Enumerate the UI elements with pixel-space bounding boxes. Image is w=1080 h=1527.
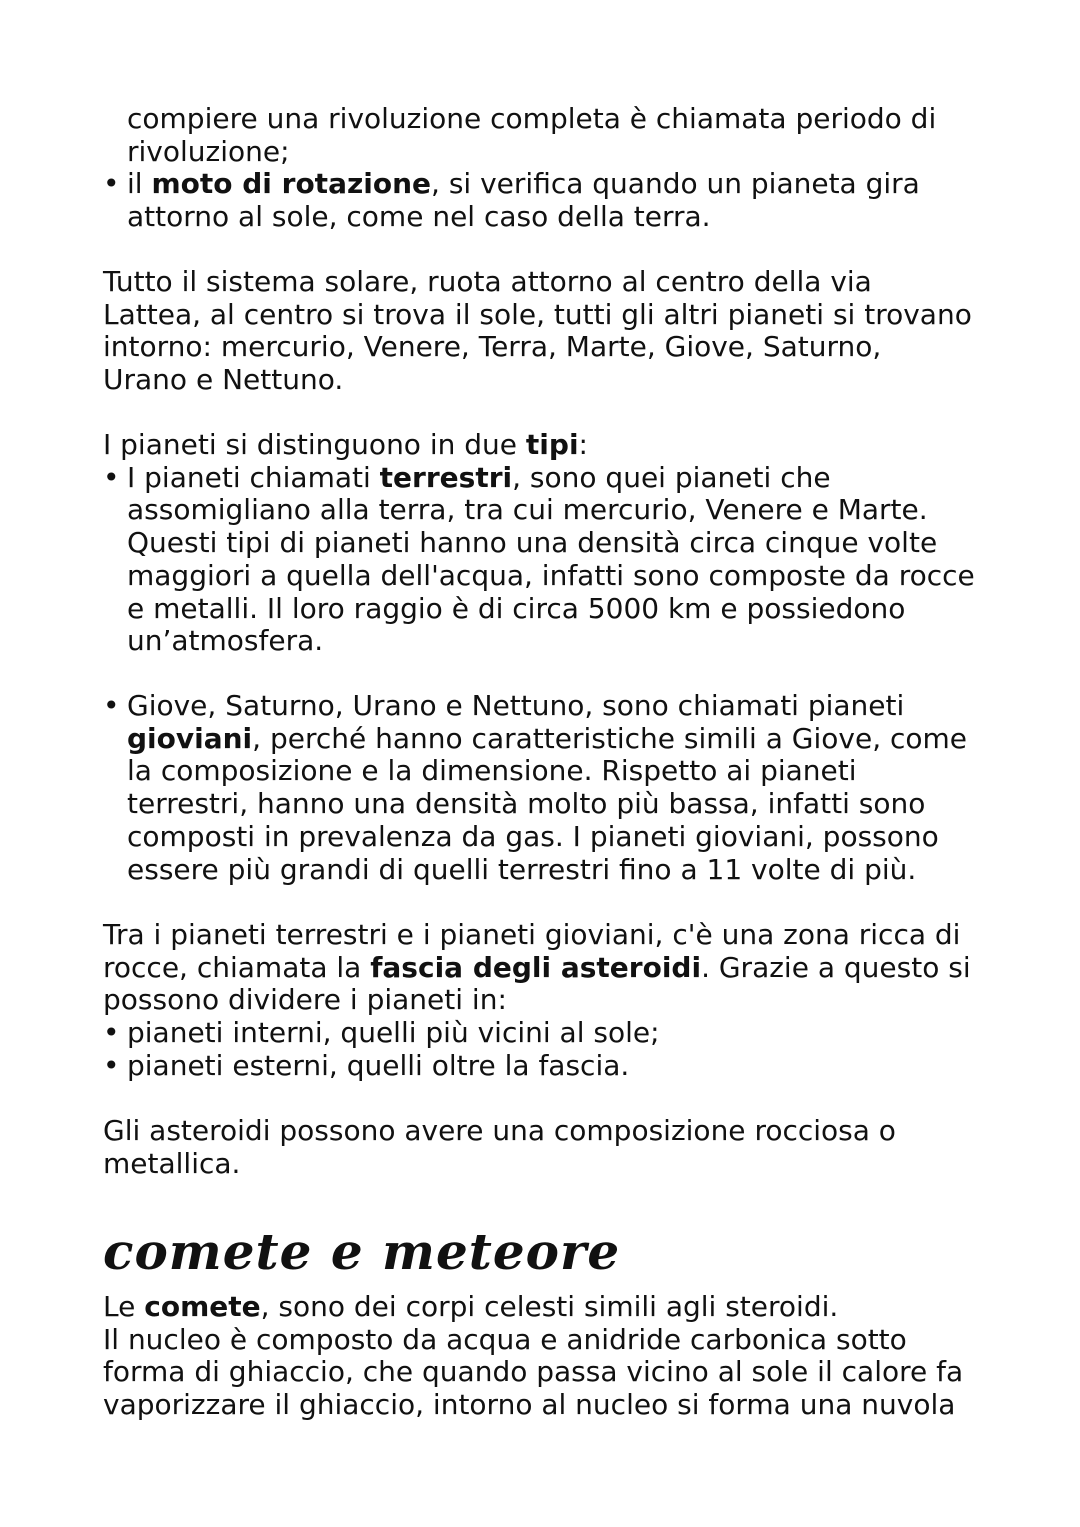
- asteroid-belt-paragraph: Tra i pianeti terrestri e i pianeti gioviani, c'è una zona ricca di rocce, chiamata la fascia degli asteroidi. Grazie a questo si possono dividere i pianeti in: • pianeti interni, quelli più vicini al sole; • pianeti esterni, quelli oltre la fascia.: [103, 919, 1003, 1083]
- planet-types-section: [103, 429, 1003, 658]
- rotation-term: moto di rotazione: [151, 167, 432, 201]
- outer-planets-bullet: • pianeti esterni, quelli oltre la fascia.: [103, 1050, 1003, 1083]
- intro-bullet-list: [103, 103, 1003, 234]
- jovian-section: [103, 690, 1003, 886]
- terrestrial-bullet: • I pianeti chiamati terrestri, sono quei pianeti che assomigliano alla terra, tra cui mercurio, Venere e Marte. Questi tipi di pianeti hanno una densità circa cinque volte maggiori a quella dell'acqua, infatti sono composte da rocce e metalli. Il loro raggio è di circa 5000 km e possiedono un’atmosfera.: [103, 462, 1003, 658]
- inner-planets-bullet: • pianeti interni, quelli più vicini al sole;: [103, 1017, 1003, 1050]
- planet-types-intro: I pianeti si distinguono in due tipi:: [103, 428, 588, 461]
- comets-paragraph: Le comete, sono dei corpi celesti simili agli steroidi. Il nucleo è composto da acqua e anidride carbonica sotto forma di ghiaccio, che quando passa vicino al sole il calore fa vaporizzare il ghiaccio, intorno al nucleo si forma una nuvola: [103, 1290, 964, 1422]
- asteroid-composition-paragraph: Gli asteroidi possono avere una composizione rocciosa o metallica.: [103, 1114, 896, 1180]
- jovian-term: gioviani: [127, 721, 253, 755]
- jovian-bullet: • Giove, Saturno, Urano e Nettuno, sono chiamati pianeti gioviani, perché hanno caratteristiche simili a Giove, come la composizione e la dimensione. Rispetto ai pianeti terrestri, hanno una densità molto più bassa, infatti sono composti in prevalenza da gas. I pianeti gioviani, possono essere più grandi di quelli terrestri fino a 11 volte di più.: [103, 690, 1003, 886]
- types-term: tipi: [525, 428, 579, 461]
- terrestrial-term: terrestri: [379, 460, 513, 494]
- asteroid-belt-term: fascia degli asteroidi: [370, 950, 702, 984]
- rotation-bullet: • il moto di rotazione, si verifica quando un pianeta gira attorno al sole, come nel caso della terra.: [103, 168, 1003, 233]
- revolution-bullet-continuation: compiere una rivoluzione completa è chiamata periodo di rivoluzione;: [127, 102, 937, 168]
- solar-system-paragraph: Tutto il sistema solare, ruota attorno al centro della via Lattea, al centro si trova il sole, tutti gli altri pianeti si trovano intorno: mercurio, Venere, Terra, Marte, Giove, Saturno, Urano e Nettuno.: [103, 265, 972, 397]
- comets-term: comete: [144, 1290, 261, 1323]
- section-heading: comete e meteore: [103, 1222, 621, 1281]
